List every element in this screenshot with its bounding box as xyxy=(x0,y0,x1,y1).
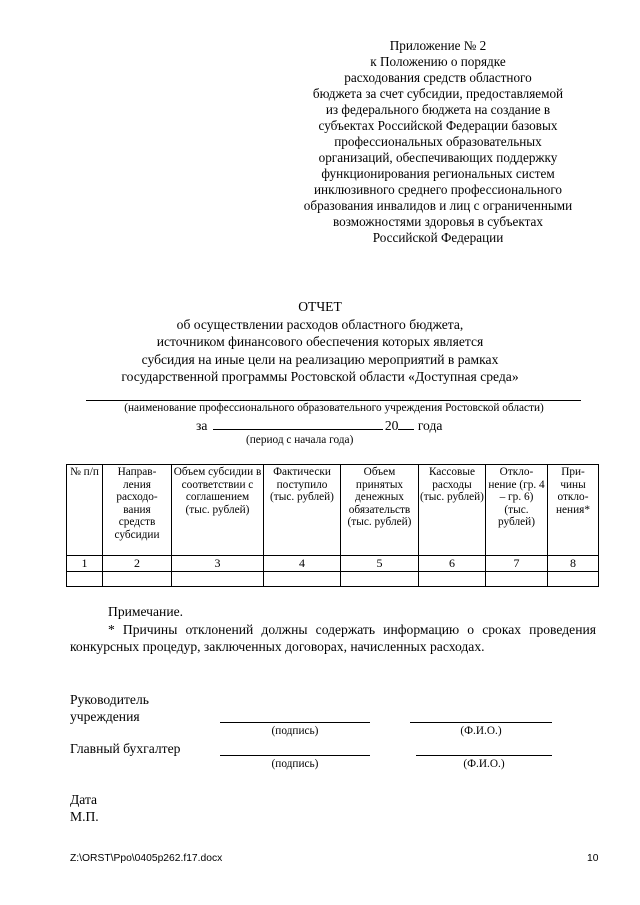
table-cell[interactable] xyxy=(341,571,419,586)
accountant-label: Главный бухгалтер xyxy=(70,741,181,756)
report-title xyxy=(60,298,580,386)
table-cell[interactable] xyxy=(548,571,599,586)
org-name-field[interactable] xyxy=(86,400,581,401)
org-name-caption: (наименование профессионального образовательного учреждения Ростовской области) xyxy=(124,402,544,414)
head-label-line1: Руководитель xyxy=(70,692,149,707)
table-header-cell: При-чины откло-нения* xyxy=(548,465,599,556)
table-header-cell: № п/п xyxy=(67,465,103,556)
report-title-line: об осуществлении расходов областного бюджета, xyxy=(176,316,464,332)
accountant-name-field[interactable] xyxy=(416,755,552,756)
report-title-line: субсидия на иные цели на реализацию мероприятий в рамках xyxy=(141,351,499,367)
appendix-line: возможностями здоровья в субъектах xyxy=(332,214,543,229)
head-name-field[interactable] xyxy=(410,722,552,723)
column-number: 6 xyxy=(419,556,486,572)
stamp-label: М.П. xyxy=(70,809,99,824)
table-header-cell: Откло-нение (гр. 4 – гр. 6) (тыс. рублей) xyxy=(486,465,548,556)
appendix-line: профессиональных образовательных xyxy=(334,134,542,149)
note-section xyxy=(70,603,596,656)
report-title-line: ОТЧЕТ xyxy=(298,299,342,314)
table-cell[interactable] xyxy=(264,571,341,586)
table-header-cell: Фактически поступило (тыс. рублей) xyxy=(264,465,341,556)
appendix-line: к Положению о порядке xyxy=(370,54,506,69)
appendix-line: бюджета за счет субсидии, предоставляемой xyxy=(312,86,564,101)
table-header-cell: Направ-ления расходо-вания средств субсидии xyxy=(103,465,172,556)
period-year: 20 xyxy=(384,418,399,433)
appendix-header xyxy=(278,38,598,246)
appendix-line: организаций, обеспечивающих поддержку xyxy=(318,150,558,165)
period-caption: (период с начала года) xyxy=(246,434,354,446)
column-number: 7 xyxy=(486,556,548,572)
appendix-line: Приложение № 2 xyxy=(389,38,487,53)
table-header-cell: Объем принятых денежных обязательств (тыс. рублей) xyxy=(341,465,419,556)
column-number: 1 xyxy=(67,556,103,572)
table-cell[interactable] xyxy=(67,571,103,586)
table-header-cell: Объем субсидии в соответствии с соглашением (тыс. рублей) xyxy=(172,465,264,556)
table-row xyxy=(67,571,599,586)
table-header-row xyxy=(67,465,599,556)
accountant-signature-field[interactable] xyxy=(220,755,370,756)
appendix-line: Российской Федерации xyxy=(372,230,504,245)
column-number: 4 xyxy=(264,556,341,572)
table-cell[interactable] xyxy=(419,571,486,586)
appendix-line: инклюзивного среднего профессионального xyxy=(313,182,563,197)
appendix-line: функционирования региональных систем xyxy=(321,166,555,181)
appendix-line: расходования средств областного xyxy=(344,70,532,85)
table-cell[interactable] xyxy=(103,571,172,586)
appendix-line: из федерального бюджета на создание в xyxy=(325,102,551,117)
head-signature-caption: (подпись) xyxy=(271,725,319,737)
head-label xyxy=(70,691,149,725)
report-table xyxy=(66,464,599,587)
footer-file-path: Z:\ORST\Ppo\0405p262.f17.docx xyxy=(70,853,223,864)
report-title-line: государственной программы Ростовской области «Доступная среда» xyxy=(121,369,519,384)
head-name-caption: (Ф.И.О.) xyxy=(460,725,502,737)
period-prefix: за xyxy=(196,418,208,433)
accountant-signature-caption: (подпись) xyxy=(271,758,319,770)
appendix-line: образования инвалидов и лиц с ограниченными xyxy=(303,198,573,213)
note-text: * Причины отклонений должны содержать информацию о сроках проведения конкурсных процедур, заключенных договорах, начисленных расходах. xyxy=(70,621,596,654)
period-field[interactable] xyxy=(213,416,383,430)
report-title-line: источником финансового обеспечения которых является xyxy=(156,334,484,349)
table-column-numbers-row xyxy=(67,556,599,572)
note-title: Примечание. xyxy=(108,604,184,619)
date-label: Дата xyxy=(70,792,98,807)
head-signature-field[interactable] xyxy=(220,722,370,723)
column-number: 5 xyxy=(341,556,419,572)
table-cell[interactable] xyxy=(486,571,548,586)
table-header-cell: Кассовые расходы (тыс. рублей) xyxy=(419,465,486,556)
column-number: 8 xyxy=(548,556,599,572)
column-number: 3 xyxy=(172,556,264,572)
period-suffix: года xyxy=(417,418,443,433)
accountant-name-caption: (Ф.И.О.) xyxy=(463,758,505,770)
head-label-line2: учреждения xyxy=(70,709,140,724)
appendix-line: субъектах Российской Федерации базовых xyxy=(318,118,558,133)
page-number: 10 xyxy=(587,853,599,864)
period-year-field[interactable] xyxy=(398,416,414,430)
table-cell[interactable] xyxy=(172,571,264,586)
column-number: 2 xyxy=(103,556,172,572)
period-row xyxy=(196,416,442,434)
